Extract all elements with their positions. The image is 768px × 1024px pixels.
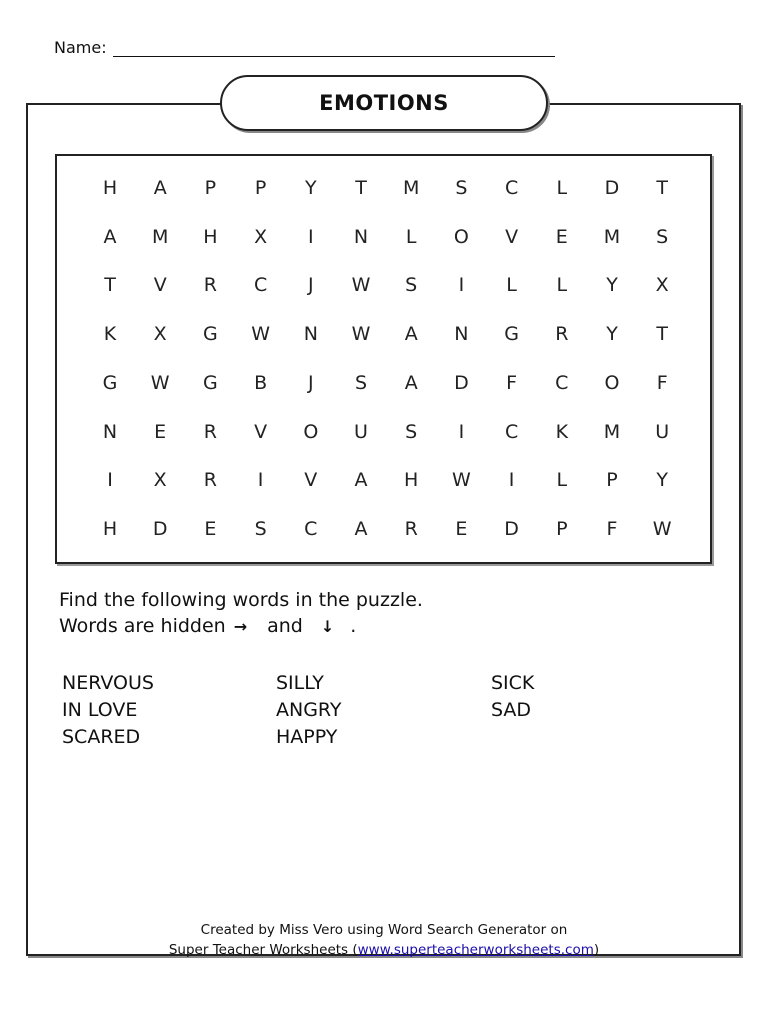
grid-letter[interactable]: G <box>203 371 218 394</box>
grid-letter[interactable]: R <box>404 517 418 540</box>
grid-letter[interactable]: X <box>153 469 167 492</box>
grid-letter[interactable]: I <box>458 420 465 443</box>
grid-letter[interactable]: L <box>556 177 568 199</box>
grid-letter[interactable]: A <box>354 517 368 540</box>
grid-letter[interactable]: Y <box>606 323 618 346</box>
grid-letter[interactable]: D <box>504 517 519 540</box>
grid-letter[interactable]: M <box>402 177 420 199</box>
grid-letter[interactable]: X <box>655 274 669 297</box>
grid-letter[interactable]: W <box>652 517 672 540</box>
grid-letter[interactable]: E <box>204 517 217 540</box>
grid-letter[interactable]: E <box>154 420 167 443</box>
grid-letter[interactable]: A <box>404 323 418 346</box>
grid-letter[interactable]: G <box>203 323 218 346</box>
instruction-prefix: Words are hidden <box>59 615 226 637</box>
grid-letter[interactable]: W <box>351 323 371 346</box>
grid-letter[interactable]: K <box>555 420 569 443</box>
worksheet-title: EMOTIONS <box>220 75 548 131</box>
grid-letter[interactable]: M <box>151 225 169 248</box>
grid-letter[interactable]: W <box>150 371 170 394</box>
arrow-right-icon: → <box>233 616 248 636</box>
grid-letter[interactable]: T <box>656 177 668 199</box>
footer-line-2 <box>0 940 768 960</box>
word-column-1 <box>62 670 154 751</box>
word-item: ANGRY <box>276 699 342 721</box>
grid-letter[interactable]: R <box>203 274 217 297</box>
grid-letter[interactable]: D <box>454 371 469 394</box>
instruction-line-1: Find the following words in the puzzle. <box>59 589 423 611</box>
grid-letter[interactable]: E <box>555 225 568 248</box>
grid-letter[interactable]: A <box>404 371 418 394</box>
grid-letter[interactable]: J <box>307 371 314 394</box>
word-column-3 <box>491 670 534 724</box>
grid-letter[interactable]: R <box>203 469 217 492</box>
grid-letter[interactable]: R <box>203 420 217 443</box>
grid-letter[interactable]: L <box>506 274 517 297</box>
grid-letter[interactable]: D <box>152 517 168 540</box>
footer-link[interactable]: www.superteacherworksheets.com <box>357 942 594 958</box>
grid-letter[interactable]: N <box>454 323 469 346</box>
grid-letter[interactable]: T <box>355 177 367 199</box>
grid-letter[interactable]: I <box>458 274 465 297</box>
grid-letter[interactable]: Y <box>304 177 317 199</box>
word-item: SICK <box>491 672 535 694</box>
grid-letter[interactable]: A <box>153 177 167 199</box>
grid-letter[interactable]: V <box>254 420 268 443</box>
grid-letter[interactable]: O <box>453 225 469 248</box>
word-search-grid <box>55 154 712 564</box>
word-item: IN LOVE <box>62 699 138 721</box>
grid-letter[interactable]: Y <box>606 274 618 297</box>
grid-letter[interactable]: F <box>606 517 618 540</box>
grid-letter[interactable]: H <box>404 469 419 492</box>
grid-letter[interactable]: W <box>251 323 270 346</box>
grid-letter[interactable]: H <box>203 225 218 248</box>
word-item: NERVOUS <box>62 672 154 694</box>
grid-letter[interactable]: N <box>303 323 318 346</box>
grid-letter[interactable]: A <box>354 469 368 492</box>
grid-letter[interactable]: W <box>451 469 471 492</box>
word-item: SCARED <box>62 726 141 748</box>
grid-letter[interactable]: D <box>604 177 620 199</box>
name-row <box>54 38 555 57</box>
grid-letter[interactable]: F <box>656 371 668 394</box>
grid-letter[interactable]: C <box>253 274 268 297</box>
instruction-suffix: . <box>350 615 357 637</box>
grid-letter[interactable]: L <box>405 225 417 248</box>
grid-letter[interactable]: C <box>555 371 569 394</box>
grid-letter[interactable]: R <box>555 323 569 346</box>
footer-prefix: Super Teacher Worksheets ( <box>168 942 358 958</box>
grid-letter[interactable]: V <box>304 469 318 492</box>
grid-letter[interactable]: X <box>153 323 167 346</box>
instruction-line-2 <box>59 615 356 637</box>
grid-letter[interactable]: V <box>153 274 167 297</box>
grid-letter[interactable]: W <box>351 274 371 297</box>
word-column-2 <box>276 670 342 751</box>
word-item: SAD <box>491 699 532 721</box>
grid-letter[interactable]: L <box>556 274 568 297</box>
grid-letter[interactable]: P <box>204 177 217 199</box>
grid-letter[interactable]: K <box>103 323 117 346</box>
grid-letter[interactable]: P <box>556 517 568 540</box>
grid-letter[interactable]: B <box>254 371 268 394</box>
arrow-down-icon: ↓ <box>320 616 335 636</box>
grid-letter[interactable]: C <box>504 420 519 443</box>
footer-credits <box>0 920 768 960</box>
grid-letter[interactable]: A <box>103 225 117 248</box>
grid-letter[interactable]: S <box>656 225 669 248</box>
grid-letter[interactable]: P <box>606 469 618 492</box>
grid-letter[interactable]: V <box>505 225 519 248</box>
grid-letter[interactable]: S <box>354 371 368 394</box>
grid-letter[interactable]: Y <box>656 469 668 492</box>
grid-letter[interactable]: G <box>504 323 519 346</box>
grid-letter[interactable]: I <box>307 225 314 248</box>
grid-letter[interactable]: P <box>254 177 267 199</box>
grid-letter[interactable]: F <box>506 371 518 394</box>
footer-suffix: ) <box>593 942 600 958</box>
grid-letter[interactable]: S <box>254 517 267 540</box>
grid-letter[interactable]: H <box>102 177 118 199</box>
instruction-and: and <box>267 615 303 637</box>
name-input-line[interactable] <box>113 38 555 57</box>
name-label: Name: <box>54 38 107 57</box>
grid-letter[interactable]: E <box>455 517 468 540</box>
grid-letter[interactable]: N <box>102 420 118 443</box>
grid-letter[interactable]: N <box>353 225 369 248</box>
grid-letter[interactable]: C <box>304 517 318 540</box>
grid-letter[interactable]: G <box>102 371 118 394</box>
grid-letter[interactable]: I <box>107 469 113 492</box>
grid-letter[interactable]: H <box>102 517 118 540</box>
footer-line-1: Created by Miss Vero using Word Search Generator on <box>200 922 568 938</box>
grid-letter[interactable]: X <box>254 225 268 248</box>
grid-letter[interactable]: S <box>405 420 418 443</box>
grid-letter[interactable]: L <box>556 469 568 492</box>
grid-letter[interactable]: M <box>603 225 621 248</box>
grid-letter[interactable]: J <box>307 274 314 297</box>
grid-letter[interactable]: S <box>405 274 418 297</box>
grid-letter[interactable]: T <box>104 274 116 297</box>
word-item: HAPPY <box>276 726 338 748</box>
grid-letter[interactable]: O <box>604 371 620 394</box>
word-item: SILLY <box>276 672 324 694</box>
grid-letter[interactable]: U <box>655 420 670 443</box>
grid-letter[interactable]: S <box>455 177 468 199</box>
grid-letter[interactable]: T <box>656 323 668 346</box>
grid-letter[interactable]: I <box>257 469 264 492</box>
grid-letter[interactable]: O <box>303 420 319 443</box>
grid-letter[interactable]: I <box>508 469 515 492</box>
grid-letter[interactable]: C <box>504 177 519 199</box>
grid-letter[interactable]: U <box>354 420 368 443</box>
grid-letter[interactable]: M <box>603 420 621 443</box>
